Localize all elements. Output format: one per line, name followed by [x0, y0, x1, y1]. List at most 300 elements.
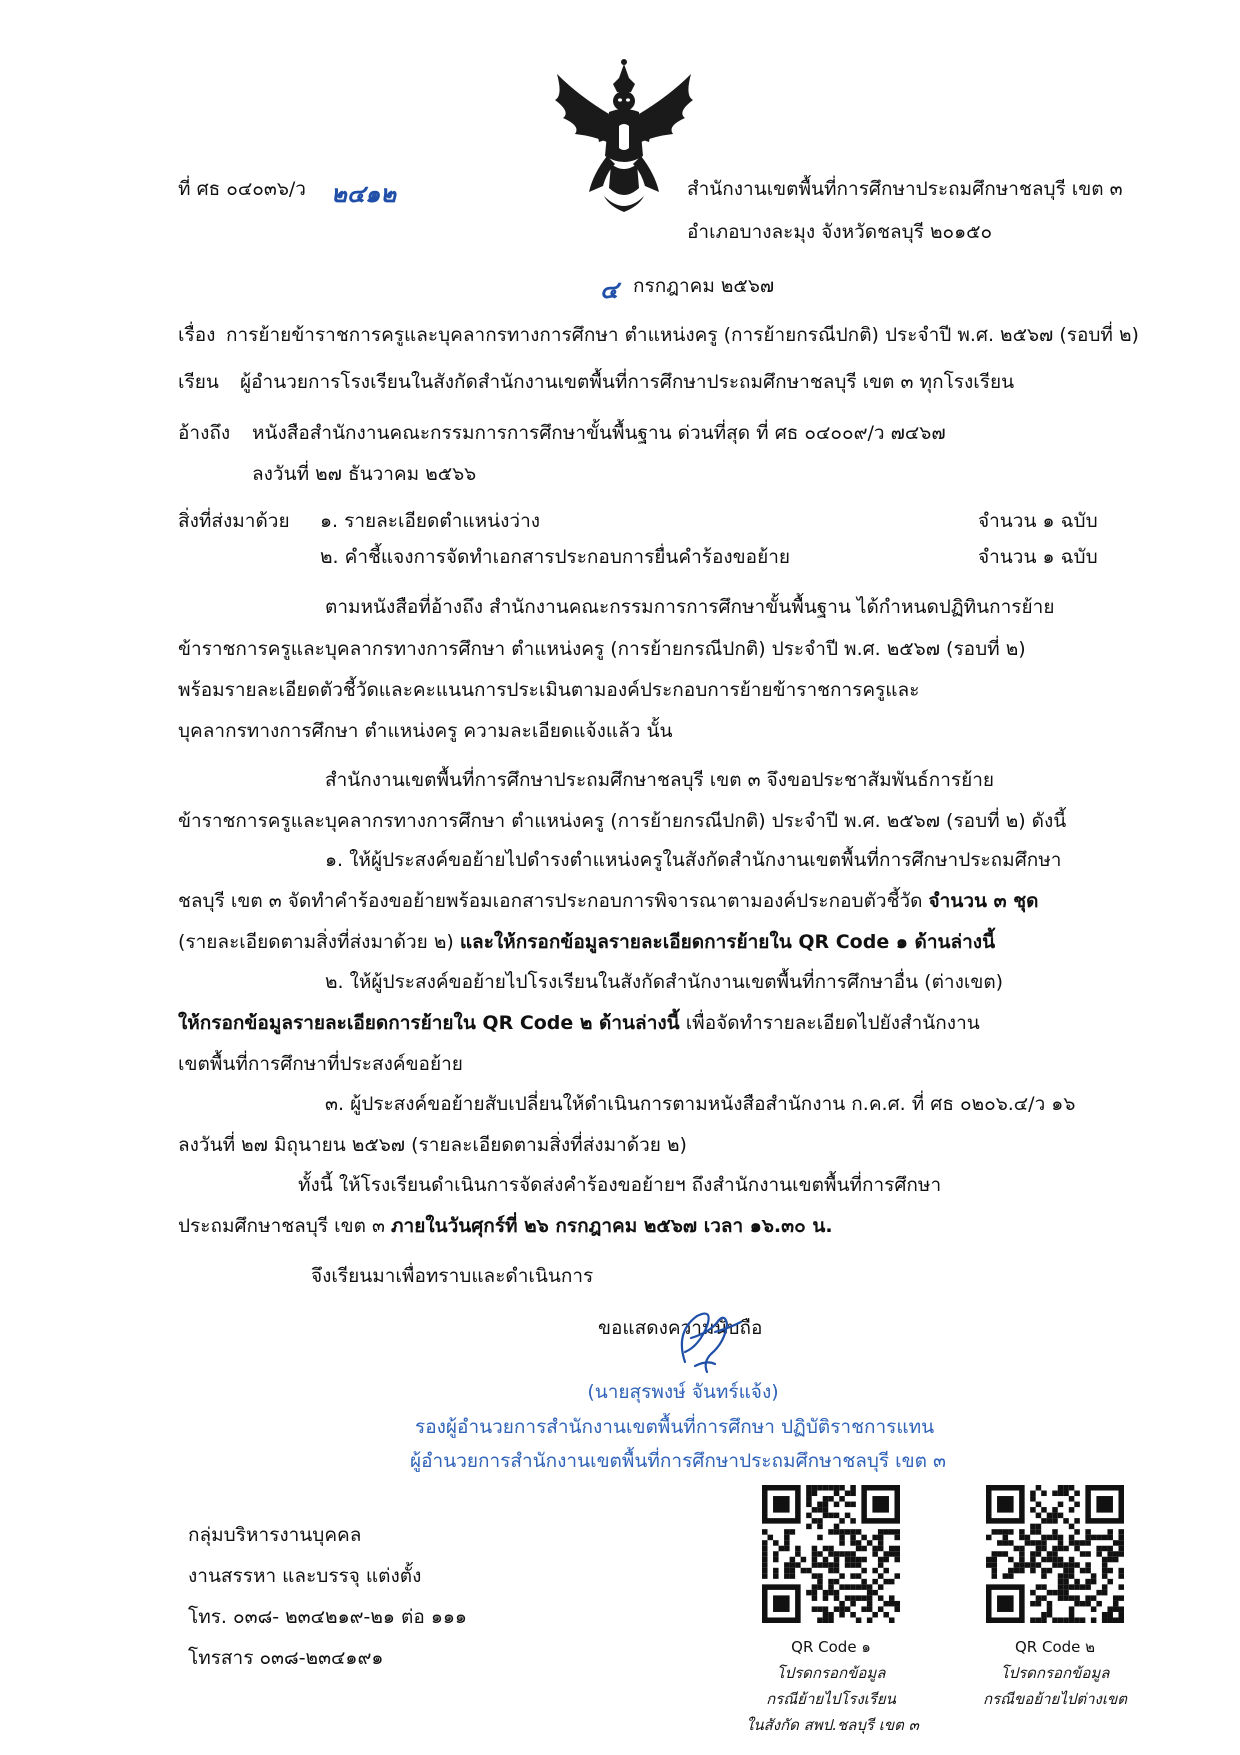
- garuda-emblem: [549, 56, 699, 216]
- qr-code-1[interactable]: [762, 1485, 900, 1623]
- qr-module: [828, 1568, 834, 1574]
- qr-module: [834, 1502, 840, 1508]
- qr-module: [812, 1584, 818, 1590]
- qr-module: [878, 1529, 884, 1535]
- qr-module: [1019, 1568, 1025, 1574]
- qr-module: [867, 1540, 873, 1546]
- qr-module: [1058, 1562, 1064, 1568]
- qr-module: [1069, 1573, 1075, 1579]
- qr-module: [817, 1518, 823, 1524]
- qr-module: [1052, 1535, 1058, 1541]
- qr-module: [823, 1485, 829, 1491]
- qr-module: [894, 1529, 900, 1535]
- qr-finder-pattern: [1096, 1496, 1113, 1513]
- qr-module: [1058, 1617, 1064, 1623]
- item-1-line-2-normal: ชลบุรี เขต ๓ จัดทำคำร้องขอย้ายพร้อมเอกสารประกอบการพิจารณาตามองค์ประกอบตัวชี้วัด: [178, 890, 923, 912]
- qr-module: [894, 1557, 900, 1563]
- qr-module: [1096, 1601, 1102, 1607]
- qr-module: [1030, 1568, 1036, 1574]
- qr-module: [806, 1491, 812, 1497]
- qr-module: [801, 1557, 807, 1563]
- qr-module: [812, 1485, 818, 1491]
- qr-module: [828, 1546, 834, 1552]
- qr-module: [861, 1557, 867, 1563]
- qr-module: [997, 1551, 1003, 1557]
- item-1-line-2: [178, 892, 1038, 911]
- qr-module: [823, 1502, 829, 1508]
- contact-department: กลุ่มบริหารงานบุคคล: [188, 1524, 362, 1546]
- qr-module: [1113, 1540, 1119, 1546]
- qr-module: [823, 1617, 829, 1623]
- enclosure-item-2: ๒. คำชี้แจงการจัดทำเอกสารประกอบการยื่นคำร้องขอย้าย: [320, 546, 791, 568]
- qr-module: [850, 1518, 856, 1524]
- qr-1-label: QR Code ๑: [791, 1638, 871, 1656]
- reference-label: อ้างถึง: [178, 422, 231, 444]
- qr-module: [784, 1573, 790, 1579]
- qr-module: [1091, 1595, 1097, 1601]
- qr-module: [1069, 1584, 1075, 1590]
- qr-module: [1019, 1529, 1025, 1535]
- qr-module: [806, 1568, 812, 1574]
- qr-module: [762, 1568, 768, 1574]
- qr-module: [817, 1562, 823, 1568]
- qr-module: [1069, 1507, 1075, 1513]
- qr-module: [1063, 1518, 1069, 1524]
- qr-module: [806, 1496, 812, 1502]
- qr-module: [1085, 1562, 1091, 1568]
- qr-module: [889, 1595, 895, 1601]
- qr-module: [773, 1568, 779, 1574]
- qr-module: [828, 1485, 834, 1491]
- qr-module: [1036, 1595, 1042, 1601]
- qr-module: [823, 1513, 829, 1519]
- qr-module: [867, 1590, 873, 1596]
- qr-module: [1036, 1540, 1042, 1546]
- qr-module: [1063, 1595, 1069, 1601]
- qr-module: [1069, 1612, 1075, 1618]
- subject-label: เรื่อง: [178, 324, 216, 346]
- enclosure-item-1: ๑. รายละเอียดตำแหน่งว่าง: [320, 510, 541, 532]
- paragraph-3-line-2-normal: ประถมศึกษาชลบุรี เขต ๓: [178, 1215, 385, 1237]
- qr-module: [779, 1546, 785, 1552]
- qr-module: [856, 1595, 862, 1601]
- qr-module: [845, 1562, 851, 1568]
- qr-module: [834, 1606, 840, 1612]
- qr-module: [834, 1551, 840, 1557]
- qr-module: [1047, 1535, 1053, 1541]
- qr-1-caption-3: ในสังกัด สพป.ชลบุรี เขต ๓: [746, 1716, 919, 1734]
- qr-module: [872, 1579, 878, 1585]
- qr-module: [812, 1590, 818, 1596]
- item-1-line-3: [178, 933, 995, 952]
- qr-module: [1085, 1584, 1091, 1590]
- qr-module: [795, 1551, 801, 1557]
- enclosure-item-2-qty: จำนวน ๑ ฉบับ: [978, 546, 1098, 568]
- item-1-copies-bold: จำนวน ๓ ชุด: [928, 890, 1039, 912]
- qr-module: [823, 1595, 829, 1601]
- qr-module: [806, 1485, 812, 1491]
- qr-module: [1085, 1529, 1091, 1535]
- qr-module: [1063, 1590, 1069, 1596]
- qr-module: [839, 1601, 845, 1607]
- qr-module: [1052, 1562, 1058, 1568]
- qr-module: [817, 1617, 823, 1623]
- qr-module: [845, 1491, 851, 1497]
- qr-module: [986, 1562, 992, 1568]
- item-2-line-2-normal: เพื่อจัดทำรายละเอียดไปยังสำนักงาน: [685, 1012, 980, 1034]
- qr-module: [773, 1573, 779, 1579]
- qr-module: [1074, 1518, 1080, 1524]
- qr-module: [1025, 1535, 1031, 1541]
- qr-module: [1096, 1551, 1102, 1557]
- qr-module: [790, 1562, 796, 1568]
- qr-module: [1036, 1485, 1042, 1491]
- qr-module: [1063, 1579, 1069, 1585]
- contact-phone: โทร. ๐๓๘- ๒๓๔๒๑๙-๒๑ ต่อ ๑๑๑: [188, 1606, 467, 1628]
- qr-module: [817, 1485, 823, 1491]
- qr-module: [986, 1535, 992, 1541]
- qr-module: [878, 1540, 884, 1546]
- paragraph-1-line-2: ข้าราชการครูและบุคลากรทางการศึกษา ตำแหน่งครู (การย้ายกรณีปกติ) ประจำปี พ.ศ. ๒๕๖๗ (รอบที่ ๒): [178, 638, 1026, 660]
- contact-fax: โทรสาร ๐๓๘-๒๓๔๑๙๑: [188, 1647, 384, 1669]
- qr-module: [861, 1595, 867, 1601]
- qr-module: [1102, 1546, 1108, 1552]
- qr-module: [850, 1612, 856, 1618]
- qr-module: [784, 1568, 790, 1574]
- qr-module: [812, 1606, 818, 1612]
- qr-module: [817, 1524, 823, 1530]
- qr-module: [1019, 1535, 1025, 1541]
- qr-module: [1069, 1496, 1075, 1502]
- qr-module: [1074, 1540, 1080, 1546]
- qr-module: [889, 1617, 895, 1623]
- qr-module: [1041, 1518, 1047, 1524]
- qr-module: [839, 1535, 845, 1541]
- qr-module: [823, 1590, 829, 1596]
- contact-unit: งานสรรหา และบรรจุ แต่งตั้ง: [188, 1565, 422, 1587]
- qr-module: [1030, 1529, 1036, 1535]
- qr-module: [1047, 1557, 1053, 1563]
- qr-module: [894, 1606, 900, 1612]
- qr-module: [889, 1601, 895, 1607]
- qr-module: [1102, 1562, 1108, 1568]
- qr-module: [1058, 1513, 1064, 1519]
- qr-module: [1058, 1573, 1064, 1579]
- qr-module: [1118, 1617, 1124, 1623]
- qr-module: [768, 1535, 774, 1541]
- qr-module: [1052, 1617, 1058, 1623]
- qr-module: [1041, 1612, 1047, 1618]
- qr-module: [1118, 1595, 1124, 1601]
- qr-module: [834, 1491, 840, 1497]
- qr-module: [883, 1529, 889, 1535]
- item-1-line-1: ๑. ให้ผู้ประสงค์ขอย้ายไปดำรงตำแหน่งครูในสังกัดสำนักงานเขตพื้นที่การศึกษาประถมศึกษา: [325, 849, 1062, 871]
- qr-module: [1003, 1551, 1009, 1557]
- qr-module: [986, 1557, 992, 1563]
- qr-module: [812, 1573, 818, 1579]
- qr-module: [784, 1529, 790, 1535]
- qr-module: [1113, 1557, 1119, 1563]
- qr-module: [1058, 1557, 1064, 1563]
- qr-module: [1058, 1546, 1064, 1552]
- qr-module: [762, 1551, 768, 1557]
- qr-module: [823, 1496, 829, 1502]
- qr-module: [1069, 1540, 1075, 1546]
- qr-module: [1085, 1595, 1091, 1601]
- qr-module: [1030, 1507, 1036, 1513]
- qr-module: [1041, 1540, 1047, 1546]
- qr-module: [856, 1584, 862, 1590]
- qr-module: [773, 1557, 779, 1563]
- qr-module: [795, 1562, 801, 1568]
- item-2-line-2: [178, 1014, 980, 1033]
- qr-module: [828, 1579, 834, 1585]
- qr-module: [1085, 1535, 1091, 1541]
- qr-module: [845, 1551, 851, 1557]
- qr-module: [1041, 1573, 1047, 1579]
- qr-module: [834, 1524, 840, 1530]
- paragraph-3-line-1: ทั้งนี้ ให้โรงเรียนดำเนินการจัดส่งคำร้องขอย้ายฯ ถึงสำนักงานเขตพื้นที่การศึกษา: [298, 1174, 942, 1196]
- item-3-line-2: ลงวันที่ ๒๗ มิถุนายน ๒๕๖๗ (รายละเอียดตามสิ่งที่ส่งมาด้วย ๒): [178, 1134, 687, 1156]
- qr-module: [867, 1617, 873, 1623]
- qr-module: [1041, 1617, 1047, 1623]
- qr-module: [992, 1557, 998, 1563]
- qr-module: [762, 1573, 768, 1579]
- qr-module: [790, 1557, 796, 1563]
- qr-module: [806, 1513, 812, 1519]
- qr-module: [1107, 1551, 1113, 1557]
- to-text: ผู้อำนวยการโรงเรียนในสังกัดสำนักงานเขตพื้นที่การศึกษาประถมศึกษาชลบุรี เขต ๓ ทุกโรงเรียน: [240, 371, 1015, 393]
- qr-module: [834, 1568, 840, 1574]
- qr-module: [850, 1491, 856, 1497]
- qr-module: [1091, 1606, 1097, 1612]
- qr-module: [1118, 1612, 1124, 1618]
- qr-code-2[interactable]: [986, 1485, 1124, 1623]
- qr-module: [1052, 1557, 1058, 1563]
- qr-module: [1080, 1601, 1086, 1607]
- regards: ขอแสดงความนับถือ: [598, 1317, 763, 1339]
- qr-module: [834, 1595, 840, 1601]
- qr-module: [806, 1524, 812, 1530]
- qr-module: [1052, 1491, 1058, 1497]
- qr-module: [762, 1546, 768, 1552]
- qr-module: [878, 1535, 884, 1541]
- qr-module: [1008, 1557, 1014, 1563]
- qr-module: [795, 1546, 801, 1552]
- qr-module: [817, 1551, 823, 1557]
- qr-module: [861, 1535, 867, 1541]
- qr-module: [883, 1557, 889, 1563]
- qr-module: [1058, 1502, 1064, 1508]
- qr-module: [878, 1573, 884, 1579]
- qr-module: [1091, 1535, 1097, 1541]
- qr-module: [817, 1507, 823, 1513]
- qr-module: [817, 1573, 823, 1579]
- paragraph-3-line-2: [178, 1217, 833, 1236]
- qr-module: [1052, 1590, 1058, 1596]
- qr-module: [1102, 1568, 1108, 1574]
- qr-module: [1063, 1584, 1069, 1590]
- qr-module: [1074, 1529, 1080, 1535]
- qr-module: [845, 1513, 851, 1519]
- qr-module: [1113, 1617, 1119, 1623]
- qr-module: [1069, 1617, 1075, 1623]
- qr-module: [1058, 1595, 1064, 1601]
- qr-module: [1091, 1617, 1097, 1623]
- qr-module: [992, 1551, 998, 1557]
- qr-module: [997, 1540, 1003, 1546]
- qr-module: [1085, 1601, 1091, 1607]
- qr-module: [839, 1529, 845, 1535]
- qr-module: [1074, 1595, 1080, 1601]
- qr-module: [806, 1590, 812, 1596]
- qr-module: [1118, 1573, 1124, 1579]
- qr-module: [1058, 1491, 1064, 1497]
- qr-module: [790, 1573, 796, 1579]
- qr-module: [1058, 1590, 1064, 1596]
- qr-module: [839, 1485, 845, 1491]
- qr-module: [1030, 1540, 1036, 1546]
- qr-module: [1036, 1524, 1042, 1530]
- qr-module: [1030, 1601, 1036, 1607]
- qr-module: [856, 1546, 862, 1552]
- qr-module: [872, 1546, 878, 1552]
- qr-module: [801, 1568, 807, 1574]
- qr-module: [828, 1513, 834, 1519]
- qr-module: [883, 1551, 889, 1557]
- qr-module: [1113, 1606, 1119, 1612]
- qr-module: [1091, 1573, 1097, 1579]
- qr-module: [1047, 1568, 1053, 1574]
- reference-line2: ลงวันที่ ๒๗ ธันวาคม ๒๕๖๖: [252, 463, 477, 485]
- qr-module: [867, 1601, 873, 1607]
- qr-module: [997, 1529, 1003, 1535]
- qr-module: [1085, 1540, 1091, 1546]
- qr-module: [834, 1513, 840, 1519]
- qr-module: [1069, 1524, 1075, 1530]
- qr-module: [839, 1612, 845, 1618]
- qr-module: [845, 1502, 851, 1508]
- qr-module: [1003, 1529, 1009, 1535]
- qr-module: [1107, 1606, 1113, 1612]
- signatory-position-2: ผู้อำนวยการสำนักงานเขตพื้นที่การศึกษาประถมศึกษาชลบุรี เขต ๓: [410, 1450, 947, 1472]
- qr-module: [839, 1606, 845, 1612]
- qr-module: [784, 1535, 790, 1541]
- qr-module: [839, 1584, 845, 1590]
- qr-module: [1113, 1551, 1119, 1557]
- qr-module: [1118, 1529, 1124, 1535]
- enclosures-label: สิ่งที่ส่งมาด้วย: [178, 510, 290, 532]
- qr-module: [1069, 1562, 1075, 1568]
- qr-module: [1008, 1568, 1014, 1574]
- qr-module: [850, 1584, 856, 1590]
- qr-module: [1074, 1491, 1080, 1497]
- qr-module: [839, 1573, 845, 1579]
- qr-module: [1080, 1584, 1086, 1590]
- qr-module: [1074, 1562, 1080, 1568]
- qr-module: [1118, 1584, 1124, 1590]
- qr-module: [1030, 1617, 1036, 1623]
- qr-module: [1096, 1546, 1102, 1552]
- qr-module: [878, 1606, 884, 1612]
- qr-module: [1052, 1529, 1058, 1535]
- qr-module: [1069, 1568, 1075, 1574]
- qr-module: [1102, 1590, 1108, 1596]
- qr-module: [1003, 1535, 1009, 1541]
- paragraph-2-line-2: ข้าราชการครูและบุคลากรทางการศึกษา ตำแหน่งครู (การย้ายกรณีปกติ) ประจำปี พ.ศ. ๒๕๖๗ (รอบที่ ๒) ดังนี้: [178, 810, 1067, 832]
- qr-module: [861, 1606, 867, 1612]
- qr-module: [1107, 1617, 1113, 1623]
- qr-module: [1080, 1551, 1086, 1557]
- qr-module: [1030, 1491, 1036, 1497]
- qr-module: [1019, 1546, 1025, 1552]
- qr-module: [823, 1507, 829, 1513]
- qr-module: [784, 1562, 790, 1568]
- qr-module: [872, 1568, 878, 1574]
- qr-module: [1058, 1535, 1064, 1541]
- qr-module: [839, 1518, 845, 1524]
- qr-module: [812, 1562, 818, 1568]
- qr-module: [878, 1584, 884, 1590]
- qr-module: [839, 1496, 845, 1502]
- qr-module: [1047, 1606, 1053, 1612]
- qr-finder-pattern: [997, 1595, 1014, 1612]
- qr-module: [861, 1546, 867, 1552]
- qr-module: [1102, 1617, 1108, 1623]
- qr-module: [856, 1562, 862, 1568]
- qr-module: [812, 1518, 818, 1524]
- qr-module: [1041, 1568, 1047, 1574]
- qr-module: [894, 1601, 900, 1607]
- qr-module: [812, 1507, 818, 1513]
- qr-module: [823, 1606, 829, 1612]
- qr-module: [828, 1590, 834, 1596]
- qr-module: [1069, 1606, 1075, 1612]
- qr-module: [1030, 1562, 1036, 1568]
- qr-module: [1030, 1496, 1036, 1502]
- item-2-line-1: ๒. ให้ผู้ประสงค์ขอย้ายไปโรงเรียนในสังกัดสำนักงานเขตพื้นที่การศึกษาอื่น (ต่างเขต): [325, 971, 1004, 993]
- qr-module: [883, 1579, 889, 1585]
- reference-line1: หนังสือสำนักงานคณะกรรมการการศึกษาขั้นพื้นฐาน ด่วนที่สุด ที่ ศธ ๐๔๐๐๙/ว ๗๔๖๗: [252, 422, 946, 444]
- paragraph-1-line-4: บุคลากรทางการศึกษา ตำแหน่งครู ความละเอียดแจ้งแล้ว นั้น: [178, 720, 673, 742]
- qr-finder-pattern: [997, 1496, 1014, 1513]
- qr-module: [850, 1557, 856, 1563]
- qr-module: [1058, 1540, 1064, 1546]
- qr-module: [872, 1535, 878, 1541]
- qr-module: [1074, 1579, 1080, 1585]
- qr-module: [784, 1540, 790, 1546]
- qr-module: [872, 1551, 878, 1557]
- qr-module: [1107, 1568, 1113, 1574]
- qr-module: [1014, 1568, 1020, 1574]
- item-2-qr-instruction-bold: ให้กรอกข้อมูลรายละเอียดการย้ายใน QR Code ๒ ด้านล่างนี้: [178, 1012, 680, 1034]
- qr-module: [889, 1546, 895, 1552]
- qr-module: [1118, 1540, 1124, 1546]
- qr-module: [1030, 1524, 1036, 1530]
- qr-module: [856, 1557, 862, 1563]
- qr-module: [1014, 1562, 1020, 1568]
- qr-module: [1118, 1551, 1124, 1557]
- qr-module: [856, 1573, 862, 1579]
- qr-module: [1074, 1601, 1080, 1607]
- qr-module: [812, 1595, 818, 1601]
- qr-module: [1036, 1529, 1042, 1535]
- qr-module: [850, 1551, 856, 1557]
- qr-module: [1036, 1551, 1042, 1557]
- qr-module: [834, 1579, 840, 1585]
- qr-module: [762, 1557, 768, 1563]
- closing-line: จึงเรียนมาเพื่อทราบและดำเนินการ: [311, 1265, 594, 1287]
